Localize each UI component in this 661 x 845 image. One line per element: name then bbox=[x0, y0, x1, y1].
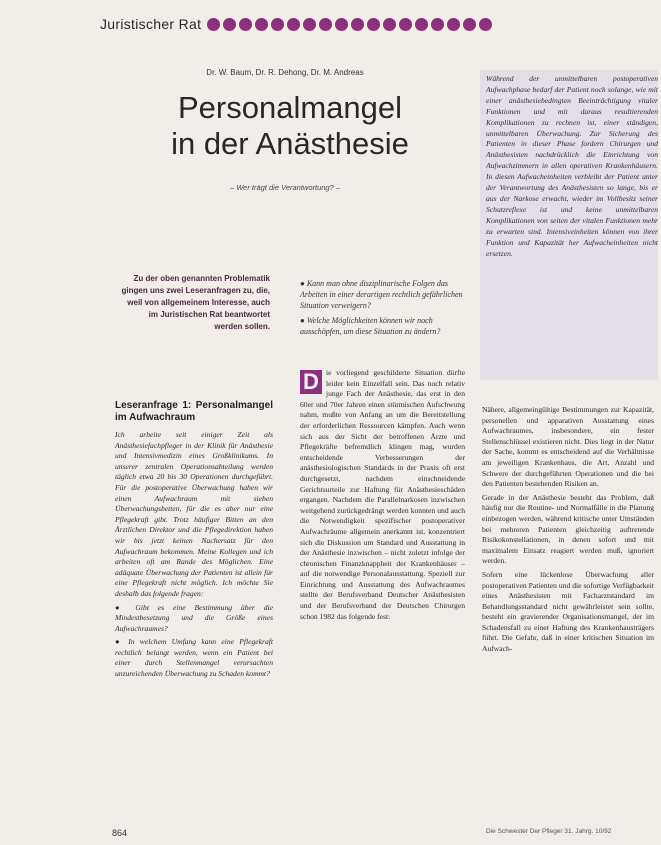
paragraph: ie vorliegend geschilderte Situation dürfte leider kein Einzelfall sein. Das noch relativ junge Fach der Anästhesie, das erst in den 60er und 70er Jahren einen stürmischen Aufschwung nahm, mußte von Anfang an um die Bereitstellung der erforderlichen Ressourcen kämpfen. Auch wenn sich aus der Sicht der betroffenen Ärzte und Pflegekräfte befremdlich klingen mag, wurden entscheidende Verbesserungen der anästhesiologischen Standards in der Praxis oft erst durchgesetzt, nachdem einschneidende Gerichtsurteile zur Haftung für Anästhesieschäden ergangen. Nachdem die Parallelnarkosen inzwischen weitgehend zurückgedrängt werden konnten und auch die Notwendigkeit spezifischer postoperativer Aufwachräume allgemein anerkannt ist, konzentriert sich die Diskussion um Standard und Ausstattung in der Anästhesie inzwischen – nicht zuletzt infolge der chronischen Finanzknappheit der Krankenhäuser – auf die notwendige Personalausstattung. Speziell zur Einrichtung und Ausstattung des Aufwachraumes stellte der Berufsverband Deutscher Anästhesisten und der Berufsverband der Deutschen Chirurgen schon 1982 das folgende fest: bbox=[300, 368, 465, 621]
column-right bbox=[482, 405, 654, 658]
paragraph: Gerade in der Anästhesie besteht das Problem, daß häufig nur die Routine- und Normalfälle in die Planung einbezogen werden, während kritische unter Umständen bei mehreren Patienten gleichzeitig auftretende Risikokonstellationen, in denen sofort und mit maximalem Einsatz reagiert werden muß, ignoriert werden. bbox=[482, 492, 654, 566]
decorative-dot bbox=[303, 18, 316, 31]
title-line-2: in der Anästhesie bbox=[171, 126, 409, 161]
article-subtitle: – Wer trägt die Verantwortung? – bbox=[229, 183, 341, 192]
title-line-1: Personalmangel bbox=[177, 90, 403, 125]
decorative-dot bbox=[207, 18, 220, 31]
article-title bbox=[130, 90, 450, 162]
reader-question-heading: Leseranfrage 1: Personalmangel im Aufwachraum bbox=[115, 400, 273, 423]
decorative-dot bbox=[479, 18, 492, 31]
decorative-dot bbox=[319, 18, 332, 31]
decorative-dot bbox=[415, 18, 428, 31]
bullet-item: ● Welche Möglichkeiten können wir noch ausschöpfen, um diese Situation zu ändern? bbox=[300, 316, 441, 336]
decorative-dot bbox=[447, 18, 460, 31]
decorative-dot bbox=[271, 18, 284, 31]
decorative-dot bbox=[463, 18, 476, 31]
authors-line: Dr. W. Baum, Dr. R. Dehong, Dr. M. Andreas bbox=[206, 68, 364, 77]
page-number: 864 bbox=[112, 828, 128, 838]
decorative-dot bbox=[255, 18, 268, 31]
column-middle bbox=[300, 368, 465, 622]
column-left bbox=[115, 400, 273, 683]
journal-reference: Die Schwester Der Pfleger 31. Jahrg. 10/92 bbox=[486, 828, 612, 835]
paragraph: ● In welchem Umfang kann eine Pflegekraft rechtlich belangt werden, wenn ein Patient bei einer durch Stellenmangel verursachten unzureichenden Überwachung zu Schaden kommt? bbox=[115, 637, 273, 679]
decorative-dot bbox=[367, 18, 380, 31]
section-label: Juristischer Rat bbox=[100, 16, 202, 32]
decorative-dot bbox=[351, 18, 364, 31]
sidebar-box: Während der unmittelbaren postoperativen Aufwachphase bedarf der Patient noch solange, wie mit einer anästhesiebedingten Beeinträchtigung vitaler Funktionen und mit daraus resultierenden Komplikationen zu rechnen ist, einer ständigen, unmittelbaren Überwachung. Zur Sicherung des Patienten in dieser Phase fordern Chirurgen und Anästhesisten nachdrücklich die Einrichtung von Aufwachzimmern in allen operativen Krankenhäusern. In diesen Aufwacheinheiten verbleibt der Patient unter der Verantwortung des Anästhesisten so lange, bis er aus der Narkose erwacht, wieder im Vollbesitz seiner Schutzreflexe ist und keine unmittelbaren Komplikationen von seiten der vitalen Funktionen mehr zu erwarten sind. Intensiveinheiten können von ihrer Funktion und Kapazität her Aufwacheinheiten nicht ersetzen. bbox=[480, 70, 658, 380]
section-header bbox=[100, 10, 661, 38]
paragraph: ● Gibt es eine Bestimmung über die Mindestbesetzung und die Größe eines Aufwachraumes? bbox=[115, 602, 273, 633]
decorative-dots bbox=[207, 18, 495, 31]
question-bullets bbox=[300, 278, 465, 341]
decorative-dot bbox=[431, 18, 444, 31]
decorative-dot bbox=[335, 18, 348, 31]
drop-cap: D bbox=[300, 370, 322, 394]
paragraph: Sofern eine lückenlose Überwachung aller postoperativen Patienten und die sofortige Verfügbarkeit eines Anästhesisten mit Facharztstandard im Behandlungsstandard nicht gewährleistet sein sollte, besteht ein gravierender Organisationsmangel, der im Schadensfall zu einer Haftung des Krankenhausträgers führt. Die Gefahr, daß in einer kritischen Situation im Aufwach- bbox=[482, 569, 654, 654]
decorative-dot bbox=[383, 18, 396, 31]
intro-text: Zu der oben genannten Problematik gingen uns zwei Leseranfragen zu, die, weil von allgemeinem Interesse, auch im Juristischen Rat beantwortet werden sollen. bbox=[121, 274, 270, 331]
decorative-dot bbox=[239, 18, 252, 31]
paragraph: Nähere, allgemeingültige Bestimmungen zur Kapazität, personellen und apparativen Ausstattung eines Aufwachraumes, insbesondere, ein fester Stellenschlüssel existieren nicht. Dies liegt in der Natur der Sache, kommt es entscheidend auf die Verhältnisse am jeweiligen Krankenhaus, die Art, Anzahl und Schwere der durchgeführten Operationen und die bei den Patienten bestehenden Risiken an. bbox=[482, 405, 654, 489]
bullet-item: ● Kann man ohne disziplinarische Folgen das Arbeiten in einer derartigen rechtlich gefährlichen Situation verweigern? bbox=[300, 279, 463, 310]
decorative-dot bbox=[287, 18, 300, 31]
paragraph: Ich arbeite seit einiger Zeit als Anästhesiefachpfleger in der Klinik für Anästhesie und Intensivmedizin eines Großklinikums. In unserer zentralen Operationsabteilung werden täglich etwa 20 bis 30 Operationen durchgeführt. Für die postoperative Überwachung haben wir einen Aufwachraum mit sieben Überwachungsbetten, für die es aber nur eine Pflegekraft gibt. Trotz häufiger Bitten an den Ärztlichen Direktor und die Pflegedirektion haben wir bis jetzt keinen Nachersatz für den Aufwachraum bekommen. Meine Kollegen und ich arbeiten oft am Rande des Möglichen. Eine adäquate Überwachung der Patienten ist allein für eine Pflegekraft nicht möglich. Ich möchte Sie deshalb das folgende fragen: bbox=[115, 430, 273, 598]
decorative-dot bbox=[399, 18, 412, 31]
decorative-dot bbox=[223, 18, 236, 31]
